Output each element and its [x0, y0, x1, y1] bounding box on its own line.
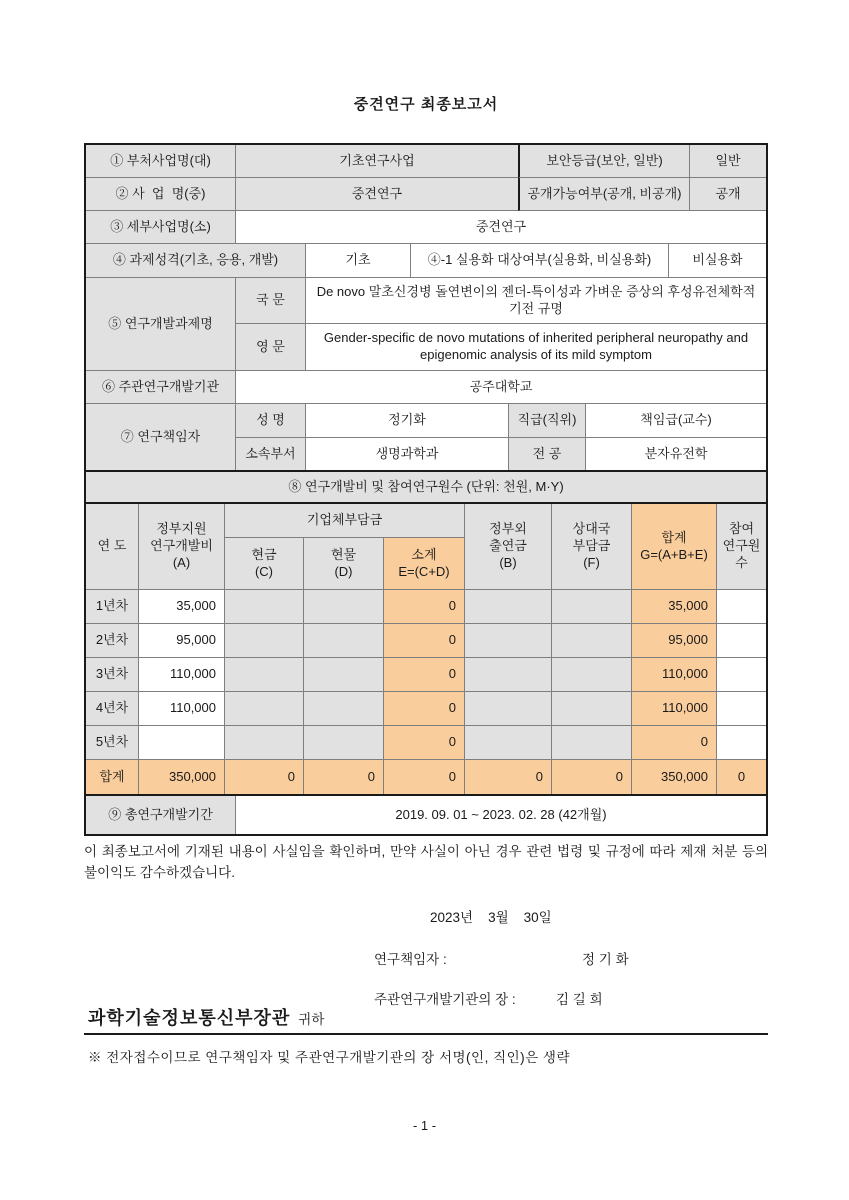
total-cell: 110,000: [632, 658, 717, 692]
col-company-group-header: [225, 504, 465, 590]
cash-cell: [225, 658, 304, 692]
budget-section-title: ⑧ 연구개발비 및 참여연구원수 (단위: 천원, M·Y): [86, 472, 766, 502]
disclosure-value: 공개: [690, 178, 766, 211]
partner-cell: [552, 590, 632, 624]
korean-title-label: 국 문: [236, 278, 306, 324]
security-level-value: 일반: [690, 145, 766, 178]
inkind-cell: [304, 658, 384, 692]
row-program-name: [86, 178, 766, 211]
practical-use-value: 비실용화: [669, 244, 766, 278]
sub-program-label: ③ 세부사업명(소): [86, 211, 236, 244]
lead-org-label: ⑥ 주관연구개발기관: [86, 371, 236, 404]
practical-use-label: ④-1 실용화 대상여부(실용화, 비실용화): [411, 244, 669, 278]
gov-fund-cell: 95,000: [139, 624, 225, 658]
signature-date: 2023년 3월 30일: [430, 910, 552, 925]
gov-fund-cell: 350,000: [139, 760, 225, 794]
pi-signature-label: 연구책임자 :: [374, 952, 447, 967]
col-partner-header: 상대국 부담금 (F): [552, 504, 632, 590]
researchers-cell: [717, 726, 766, 760]
org-head-signature-name: 김 길 희: [556, 992, 603, 1007]
disclosure-label: 공개가능여부(공개, 비공개): [518, 178, 690, 211]
recipient-line: [88, 1004, 324, 1030]
year-cell: 3년차: [86, 658, 139, 692]
subtotal-cell: 0: [384, 590, 465, 624]
lead-org-value: 공주대학교: [236, 371, 766, 404]
ministry-program-value: 기초연구사업: [236, 145, 518, 178]
subtotal-cell: 0: [384, 760, 465, 794]
nongov-cell: [465, 658, 552, 692]
budget-row-year3: [86, 658, 766, 692]
cash-cell: [225, 624, 304, 658]
col-total-header: 합계 G=(A+B+E): [632, 504, 717, 590]
security-level-label: 보안등급(보안, 일반): [518, 145, 690, 178]
total-cell: 35,000: [632, 590, 717, 624]
partner-cell: 0: [552, 760, 632, 794]
english-title-label: 영 문: [236, 324, 306, 371]
cash-cell: [225, 726, 304, 760]
pi-major-label: 전 공: [509, 438, 586, 470]
year-cell: 1년차: [86, 590, 139, 624]
budget-section-band: [86, 470, 766, 504]
program-name-value: 중견연구: [236, 178, 518, 211]
budget-row-year5: [86, 726, 766, 760]
pi-position-value: 책임급(교수): [586, 404, 766, 438]
row-total-period: [86, 794, 766, 834]
partner-cell: [552, 624, 632, 658]
electronic-submission-note: ※ 전자접수이므로 연구책임자 및 주관연구개발기관의 장 서명(인, 직인)은 생략: [88, 1050, 571, 1065]
col-inkind-header: 현물 (D): [304, 538, 384, 590]
researchers-cell: 0: [717, 760, 766, 794]
year-cell: 4년차: [86, 692, 139, 726]
sub-program-value: 중견연구: [236, 211, 766, 244]
page-number: - 1 -: [412, 1118, 437, 1133]
subtotal-cell: 0: [384, 692, 465, 726]
year-cell: 5년차: [86, 726, 139, 760]
nongov-cell: [465, 624, 552, 658]
nongov-cell: [465, 692, 552, 726]
korean-title-value: De novo 말초신경병 돌연변이의 젠더-특이성과 가벼운 증상의 후성유전체학적 기전 규명: [306, 278, 766, 324]
cash-cell: [225, 692, 304, 726]
row-project-title: [86, 278, 766, 371]
year-cell: 2년차: [86, 624, 139, 658]
inkind-cell: [304, 692, 384, 726]
row-ministry-program: [86, 145, 766, 178]
col-subtotal-header: 소계 E=(C+D): [384, 538, 464, 590]
total-cell: 110,000: [632, 692, 717, 726]
subtotal-cell: 0: [384, 658, 465, 692]
company-burden-header: 기업체부담금: [225, 504, 464, 538]
pi-section-label: ⑦ 연구책임자: [86, 404, 236, 470]
budget-row-year1: [86, 590, 766, 624]
declaration-text: 이 최종보고서에 기재된 내용이 사실임을 확인하며, 만약 사실이 아닌 경우 관련 법령 및 규정에 따라 제재 처분 등의 불이익도 감수하겠습니다.: [84, 844, 768, 880]
partner-cell: [552, 726, 632, 760]
subtotal-cell: 0: [384, 726, 465, 760]
year-cell: 합계: [86, 760, 139, 794]
row-sub-program: [86, 211, 766, 244]
nongov-cell: [465, 726, 552, 760]
inkind-cell: [304, 624, 384, 658]
recipient-suffix: 귀하: [298, 1012, 325, 1027]
row-principal-investigator: [86, 404, 766, 470]
pi-position-label: 직급(직위): [509, 404, 586, 438]
col-gov-fund-header: 정부지원 연구개발비 (A): [139, 504, 225, 590]
cash-cell: 0: [225, 760, 304, 794]
total-cell: 95,000: [632, 624, 717, 658]
budget-row-year2: [86, 624, 766, 658]
partner-cell: [552, 692, 632, 726]
col-year-header: 연 도: [86, 504, 139, 590]
cash-cell: [225, 590, 304, 624]
report-summary-table: [84, 143, 768, 836]
inkind-cell: [304, 590, 384, 624]
inkind-cell: [304, 726, 384, 760]
researchers-cell: [717, 692, 766, 726]
researchers-cell: [717, 590, 766, 624]
budget-row-year4: [86, 692, 766, 726]
row-lead-org: [86, 371, 766, 404]
gov-fund-cell: 110,000: [139, 658, 225, 692]
col-nongov-header: 정부외 출연금 (B): [465, 504, 552, 590]
total-cell: 350,000: [632, 760, 717, 794]
program-name-label: ② 사 업 명(중): [86, 178, 236, 211]
pi-name-label: 성 명: [236, 404, 306, 438]
pi-name-value: 정기화: [306, 404, 509, 438]
inkind-cell: 0: [304, 760, 384, 794]
recipient-title: 과학기술정보통신부장관: [88, 1008, 291, 1028]
nongov-cell: 0: [465, 760, 552, 794]
english-title-value: Gender-specific de novo mutations of inherited peripheral neuropathy and epigenomic analysis of its mild symptom: [306, 324, 766, 371]
project-title-label: ⑤ 연구개발과제명: [86, 278, 236, 371]
ministry-program-label: ① 부처사업명(대): [86, 145, 236, 178]
gov-fund-cell: [139, 726, 225, 760]
subtotal-cell: 0: [384, 624, 465, 658]
budget-header-row: [86, 504, 766, 590]
total-period-label: ⑨ 총연구개발기간: [86, 796, 236, 834]
pi-signature-name: 정 기 화: [582, 952, 629, 967]
org-head-signature-label: 주관연구개발기관의 장 :: [374, 992, 516, 1007]
pi-major-value: 분자유전학: [644, 445, 708, 461]
project-type-value: 기초: [306, 244, 411, 278]
page-title: 중견연구 최종보고서: [353, 96, 499, 113]
pi-dept-value: 생명과학과: [306, 438, 509, 470]
pi-dept-label: 소속부서: [236, 438, 306, 470]
total-period-value: 2019. 09. 01 ~ 2023. 02. 28 (42개월): [395, 806, 607, 822]
project-type-label: ④ 과제성격(기초, 응용, 개발): [86, 244, 306, 278]
nongov-cell: [465, 590, 552, 624]
row-project-type: [86, 244, 766, 278]
gov-fund-cell: 110,000: [139, 692, 225, 726]
col-cash-header: 현금 (C): [225, 538, 304, 590]
total-cell: 0: [632, 726, 717, 760]
researchers-cell: [717, 658, 766, 692]
partner-cell: [552, 658, 632, 692]
col-researchers-header: 참여 연구원수: [717, 504, 766, 590]
recipient-underline: [84, 1033, 768, 1035]
budget-row-total: [86, 760, 766, 794]
gov-fund-cell: 35,000: [139, 590, 225, 624]
researchers-cell: [717, 624, 766, 658]
